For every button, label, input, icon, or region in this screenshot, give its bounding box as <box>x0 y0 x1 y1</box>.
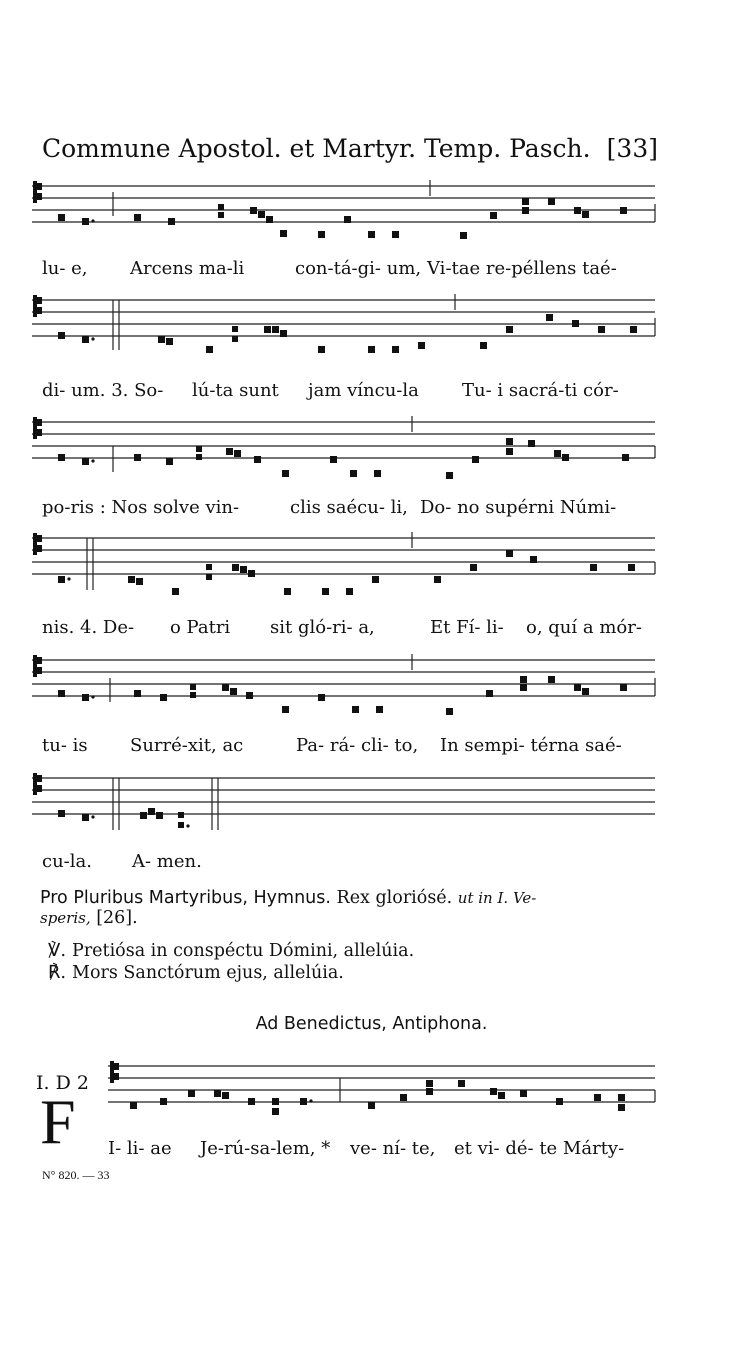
lyric-syllable: Vi-tae re-péllens taé- <box>427 258 617 279</box>
lyric-syllable: Et Fí- li- <box>430 617 504 638</box>
lyric-syllable: I- li- ae <box>108 1138 172 1159</box>
lyric-syllable: Je-rú-sa-lem, * <box>200 1138 331 1159</box>
hymn-title: Pro Pluribus Martyribus, Hymnus. <box>40 888 331 908</box>
page-header <box>42 134 658 163</box>
neumes <box>130 1080 625 1115</box>
lyric-syllable: o Patri <box>170 617 231 638</box>
mode-label: I. D 2 <box>36 1072 89 1094</box>
response-symbol: ℟. <box>48 962 67 983</box>
lyric-line <box>38 497 658 521</box>
lyric-syllable: et vi- dé- te Márty- <box>454 1138 625 1159</box>
response-text: Mors Sanctórum ejus, allelúia. <box>72 963 344 983</box>
lyric-line <box>38 617 658 641</box>
lyric-syllable: Surré-xit, ac <box>130 735 244 756</box>
lyric-syllable: ve- ní- te, <box>350 1138 436 1159</box>
do-clef-icon <box>33 417 37 439</box>
versicle <box>48 940 414 961</box>
neumes <box>58 550 635 595</box>
chant-staff <box>0 768 743 848</box>
lyric-syllable: tu- is <box>42 735 88 756</box>
lyric-syllable: lú-ta sunt <box>192 380 279 401</box>
chant-staff <box>0 176 743 256</box>
lyric-syllable: clis saécu- li, <box>290 497 408 518</box>
hymn-page: [26]. <box>96 908 138 928</box>
lyric-syllable: Arcens ma-li <box>130 258 245 279</box>
lyric-syllable: Do- no supérni Númi- <box>420 497 617 518</box>
lyric-syllable: con-tá-gi- um, <box>295 258 422 279</box>
initial-letter: F <box>40 1086 76 1157</box>
lyric-syllable: Tu- i sacrá-ti cór- <box>462 380 619 401</box>
hymn-line <box>40 908 660 928</box>
chant-staff <box>0 290 743 370</box>
antiphon-heading: Ad Benedictus, Antiphona. <box>255 1014 488 1034</box>
versicle-text: Pretiósa in conspéctu Dómini, allelúia. <box>72 941 415 961</box>
versicle-symbol: ℣. <box>48 940 67 961</box>
lyric-syllable: In sempi- térna saé- <box>440 735 622 756</box>
hymn-note <box>40 888 660 928</box>
lyric-syllable: nis. 4. De- <box>42 617 135 638</box>
lyric-syllable: jam víncu-la <box>308 380 419 401</box>
do-clef-icon <box>33 533 37 555</box>
lyric-syllable: po-ris : Nos solve vin- <box>42 497 240 518</box>
response <box>48 962 344 983</box>
do-clef-icon <box>110 1061 114 1083</box>
chant-staff <box>0 1056 743 1136</box>
lyric-syllable: Pa- rá- cli- to, <box>296 735 419 756</box>
chant-staff <box>0 412 743 492</box>
hymn-reference-cont: speris, <box>40 909 91 927</box>
do-clef-icon <box>33 181 37 203</box>
lyric-line <box>38 258 658 282</box>
lyric-syllable: lu- e, <box>42 258 88 279</box>
lyric-syllable: cu-la. <box>42 851 92 872</box>
lyric-syllable: o, quí a mór- <box>526 617 642 638</box>
hymn-reference: ut in I. Ve- <box>457 889 537 907</box>
lyric-syllable: A- men. <box>132 851 202 872</box>
hymn-line <box>40 888 660 908</box>
chant-staff <box>0 650 743 730</box>
lyric-line <box>108 1138 728 1162</box>
hymn-incipit: Rex gloriósé. <box>336 888 453 908</box>
neumes <box>58 314 637 353</box>
page-title: Commune Apostol. et Martyr. Temp. Pasch. <box>42 134 591 163</box>
lyric-syllable: di- um. 3. So- <box>42 380 164 401</box>
do-clef-icon <box>33 655 37 677</box>
do-clef-icon <box>33 773 37 795</box>
page-number: [33] <box>606 134 658 163</box>
neumes <box>58 808 190 828</box>
lyric-syllable: sit gló-ri- a, <box>270 617 375 638</box>
lyric-line <box>38 735 658 759</box>
lyric-line <box>38 851 658 875</box>
neumes <box>58 198 627 239</box>
chant-staff <box>0 528 743 608</box>
lyric-line <box>38 380 658 404</box>
footer-note: N° 820. — 33 <box>42 1168 110 1182</box>
do-clef-icon <box>33 295 37 317</box>
